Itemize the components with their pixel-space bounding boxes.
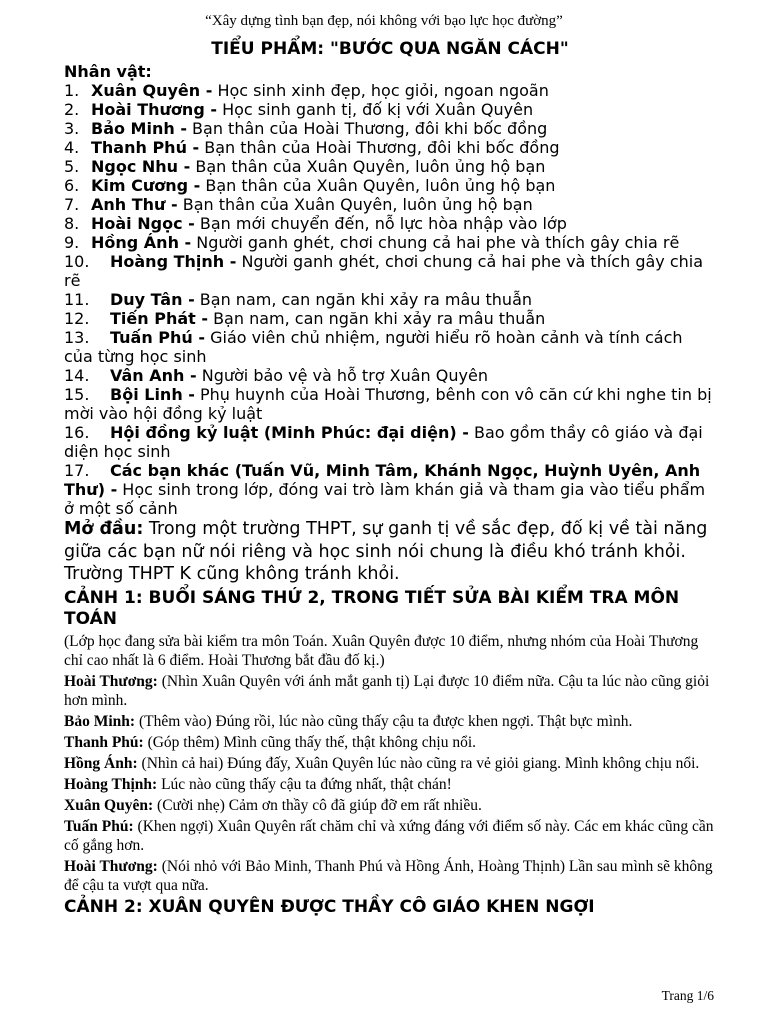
scene1-heading: CẢNH 1: BUỔI SÁNG THỨ 2, TRONG TIẾT SỬA BÀI KIỂM TRA MÔN TOÁN (64, 587, 680, 629)
dialogue-text: (Nói nhỏ với Bảo Minh, Thanh Phú và Hồng Ánh, Hoàng Thịnh) Lần sau mình sẽ không để cậu ta vượt qua nữa. (64, 857, 713, 894)
character-description: Người bảo vệ và hỗ trợ Xuân Quyên (196, 366, 488, 385)
character-item (64, 233, 716, 252)
character-description: Bao gồm thầy cô giáo và đại diện học sinh (64, 423, 703, 461)
character-number: 5. (64, 157, 80, 176)
character-name: Các bạn khác (Tuấn Vũ, Minh Tâm, Khánh Ngọc, Huỳnh Uyên, Anh Thư) - (64, 461, 701, 499)
speaker-name: Bảo Minh: (64, 712, 136, 730)
dialogue-text: (Khen ngợi) Xuân Quyên rất chăm chỉ và xứng đáng với điểm số này. Các em khác cũng cần cố gắng hơn. (64, 817, 714, 854)
character-number: 17. (64, 461, 90, 480)
document-title: TIỂU PHẨM: "BƯỚC QUA NGĂN CÁCH" (211, 39, 569, 59)
character-item (64, 309, 716, 328)
character-name: Hồng Ánh - (91, 233, 192, 252)
character-item (64, 157, 716, 176)
dialogue-text: (Cười nhẹ) Cảm ơn thầy cô đã giúp đỡ em rất nhiều. (153, 796, 482, 814)
scene2-heading: CẢNH 2: XUÂN QUYÊN ĐƯỢC THẦY CÔ GIÁO KHEN NGỢI (64, 896, 595, 917)
character-number: 12. (64, 309, 90, 328)
character-name: Duy Tân - (110, 290, 195, 309)
character-item (64, 290, 716, 309)
speaker-name: Hồng Ánh: (64, 754, 138, 772)
character-name: Thanh Phú - (91, 138, 200, 157)
dialogue-line (64, 712, 716, 731)
character-description: Bạn thân của Hoài Thương, đôi khi bốc đồng (186, 119, 548, 138)
character-item (64, 328, 716, 366)
dialogue-line (64, 796, 716, 815)
character-number: 15. (64, 385, 90, 404)
character-name: Bội Linh - (110, 385, 195, 404)
dialogue-text: (Thêm vào) Đúng rồi, lúc nào cũng thấy cậu ta được khen ngợi. Thật bực mình. (135, 712, 633, 730)
character-description: Phụ huynh của Hoài Thương, bênh con vô căn cứ khi nghe tin bị mời vào hội đồng kỷ luật (64, 385, 712, 423)
character-number: 3. (64, 119, 80, 138)
character-number: 9. (64, 233, 80, 252)
character-number: 6. (64, 176, 80, 195)
dialogue-text: Lúc nào cũng thấy cậu ta đứng nhất, thật chán! (157, 775, 452, 793)
speaker-name: Thanh Phú: (64, 733, 144, 751)
character-name: Kim Cương - (91, 176, 201, 195)
character-description: Giáo viên chủ nhiệm, người hiểu rõ hoàn cảnh và tính cách của từng học sinh (64, 328, 683, 366)
character-item (64, 138, 716, 157)
speaker-name: Hoài Thương: (64, 672, 158, 690)
character-number: 7. (64, 195, 80, 214)
character-item (64, 252, 716, 290)
character-name: Anh Thư - (91, 195, 178, 214)
dialogue-text: (Góp thêm) Mình cũng thấy thế, thật không chịu nổi. (143, 733, 477, 751)
character-number: 1. (64, 81, 80, 100)
character-number: 10. (64, 252, 90, 271)
character-number: 13. (64, 328, 90, 347)
page-header: “Xây dựng tình bạn đẹp, nói không với bạo lực học đường” (205, 13, 563, 29)
character-item (64, 214, 716, 233)
dialogue-line (64, 857, 716, 895)
dialogue-line (64, 733, 716, 752)
dialogue-line (64, 754, 716, 773)
character-description: Bạn thân của Xuân Quyên, luôn ủng hộ bạn (177, 195, 533, 214)
character-description: Người ganh ghét, chơi chung cả hai phe và thích gây chia rẽ (191, 233, 680, 252)
character-description: Bạn nam, can ngăn khi xảy ra mâu thuẫn (194, 290, 533, 309)
characters-list (64, 81, 716, 518)
speaker-name: Hoài Thương: (64, 857, 158, 875)
character-number: 4. (64, 138, 80, 157)
document-body (64, 38, 716, 918)
character-number: 14. (64, 366, 90, 385)
scene1-direction: (Lớp học đang sửa bài kiểm tra môn Toán. Xuân Quyên được 10 điểm, nhưng nhóm của Hoài Thương chỉ cao nhất là 6 điểm. Hoài Thương bắt đầu đố kị.) (64, 632, 699, 669)
character-item (64, 461, 716, 518)
speaker-name: Tuấn Phú: (64, 817, 134, 835)
character-description: Bạn nam, can ngăn khi xảy ra mâu thuẫn (207, 309, 546, 328)
dialogue-line (64, 775, 716, 794)
character-number: 16. (64, 423, 90, 442)
intro-paragraph (64, 518, 716, 586)
character-name: Hoài Ngọc - (91, 214, 195, 233)
dialogue-text: (Nhìn Xuân Quyên với ánh mắt ganh tị) Lại được 10 điểm nữa. Cậu ta lúc nào cũng giỏi hơn mình. (64, 672, 710, 709)
character-description: Học sinh trong lớp, đóng vai trò làm khán giả và tham gia vào tiểu phẩm ở một số cảnh (64, 480, 706, 518)
dialogue-line (64, 817, 716, 855)
character-item (64, 195, 716, 214)
character-number: 2. (64, 100, 80, 119)
character-number: 8. (64, 214, 80, 233)
dialogue-list (64, 672, 716, 895)
character-name: Vân Anh - (110, 366, 197, 385)
dialogue-text: (Nhìn cả hai) Đúng đấy, Xuân Quyên lúc nào cũng ra vẻ giỏi giang. Mình không chịu nổi. (137, 754, 700, 772)
character-description: Bạn thân của Xuân Quyên, luôn ủng hộ bạn (200, 176, 556, 195)
character-description: Học sinh ganh tị, đố kị với Xuân Quyên (216, 100, 534, 119)
character-item (64, 100, 716, 119)
character-name: Tuấn Phú - (110, 328, 206, 347)
character-name: Ngọc Nhu - (91, 157, 191, 176)
character-name: Bảo Minh - (91, 119, 187, 138)
character-item (64, 176, 716, 195)
intro-label: Mở đầu: (64, 519, 144, 539)
character-description: Học sinh xinh đẹp, học giỏi, ngoan ngoãn (212, 81, 549, 100)
character-description: Bạn thân của Xuân Quyên, luôn ủng hộ bạn (190, 157, 546, 176)
character-item (64, 366, 716, 385)
character-description: Bạn thân của Hoài Thương, đôi khi bốc đồng (199, 138, 560, 157)
character-item (64, 81, 716, 100)
characters-heading: Nhân vật: (64, 62, 152, 81)
speaker-name: Hoàng Thịnh: (64, 775, 158, 793)
character-name: Hội đồng kỷ luật (Minh Phúc: đại diện) - (110, 423, 469, 442)
character-number: 11. (64, 290, 90, 309)
character-name: Hoài Thương - (91, 100, 217, 119)
character-item (64, 119, 716, 138)
character-description: Bạn mới chuyển đến, nỗ lực hòa nhập vào lớp (194, 214, 567, 233)
speaker-name: Xuân Quyên: (64, 796, 154, 814)
character-item (64, 385, 716, 423)
dialogue-line (64, 672, 716, 710)
character-item (64, 423, 716, 461)
intro-text: Trong một trường THPT, sự ganh tị về sắc đẹp, đố kị về tài năng giữa các bạn nữ nói riêng và học sinh nói chung là điều khó tránh khỏi. Trường THPT K cũng không tránh khỏi. (64, 519, 708, 584)
page-number: Trang 1/6 (661, 988, 714, 1003)
character-name: Tiến Phát - (110, 309, 208, 328)
character-description: Người ganh ghét, chơi chung cả hai phe và thích gây chia rẽ (64, 252, 704, 290)
character-name: Hoàng Thịnh - (110, 252, 237, 271)
character-name: Xuân Quyên - (91, 81, 213, 100)
